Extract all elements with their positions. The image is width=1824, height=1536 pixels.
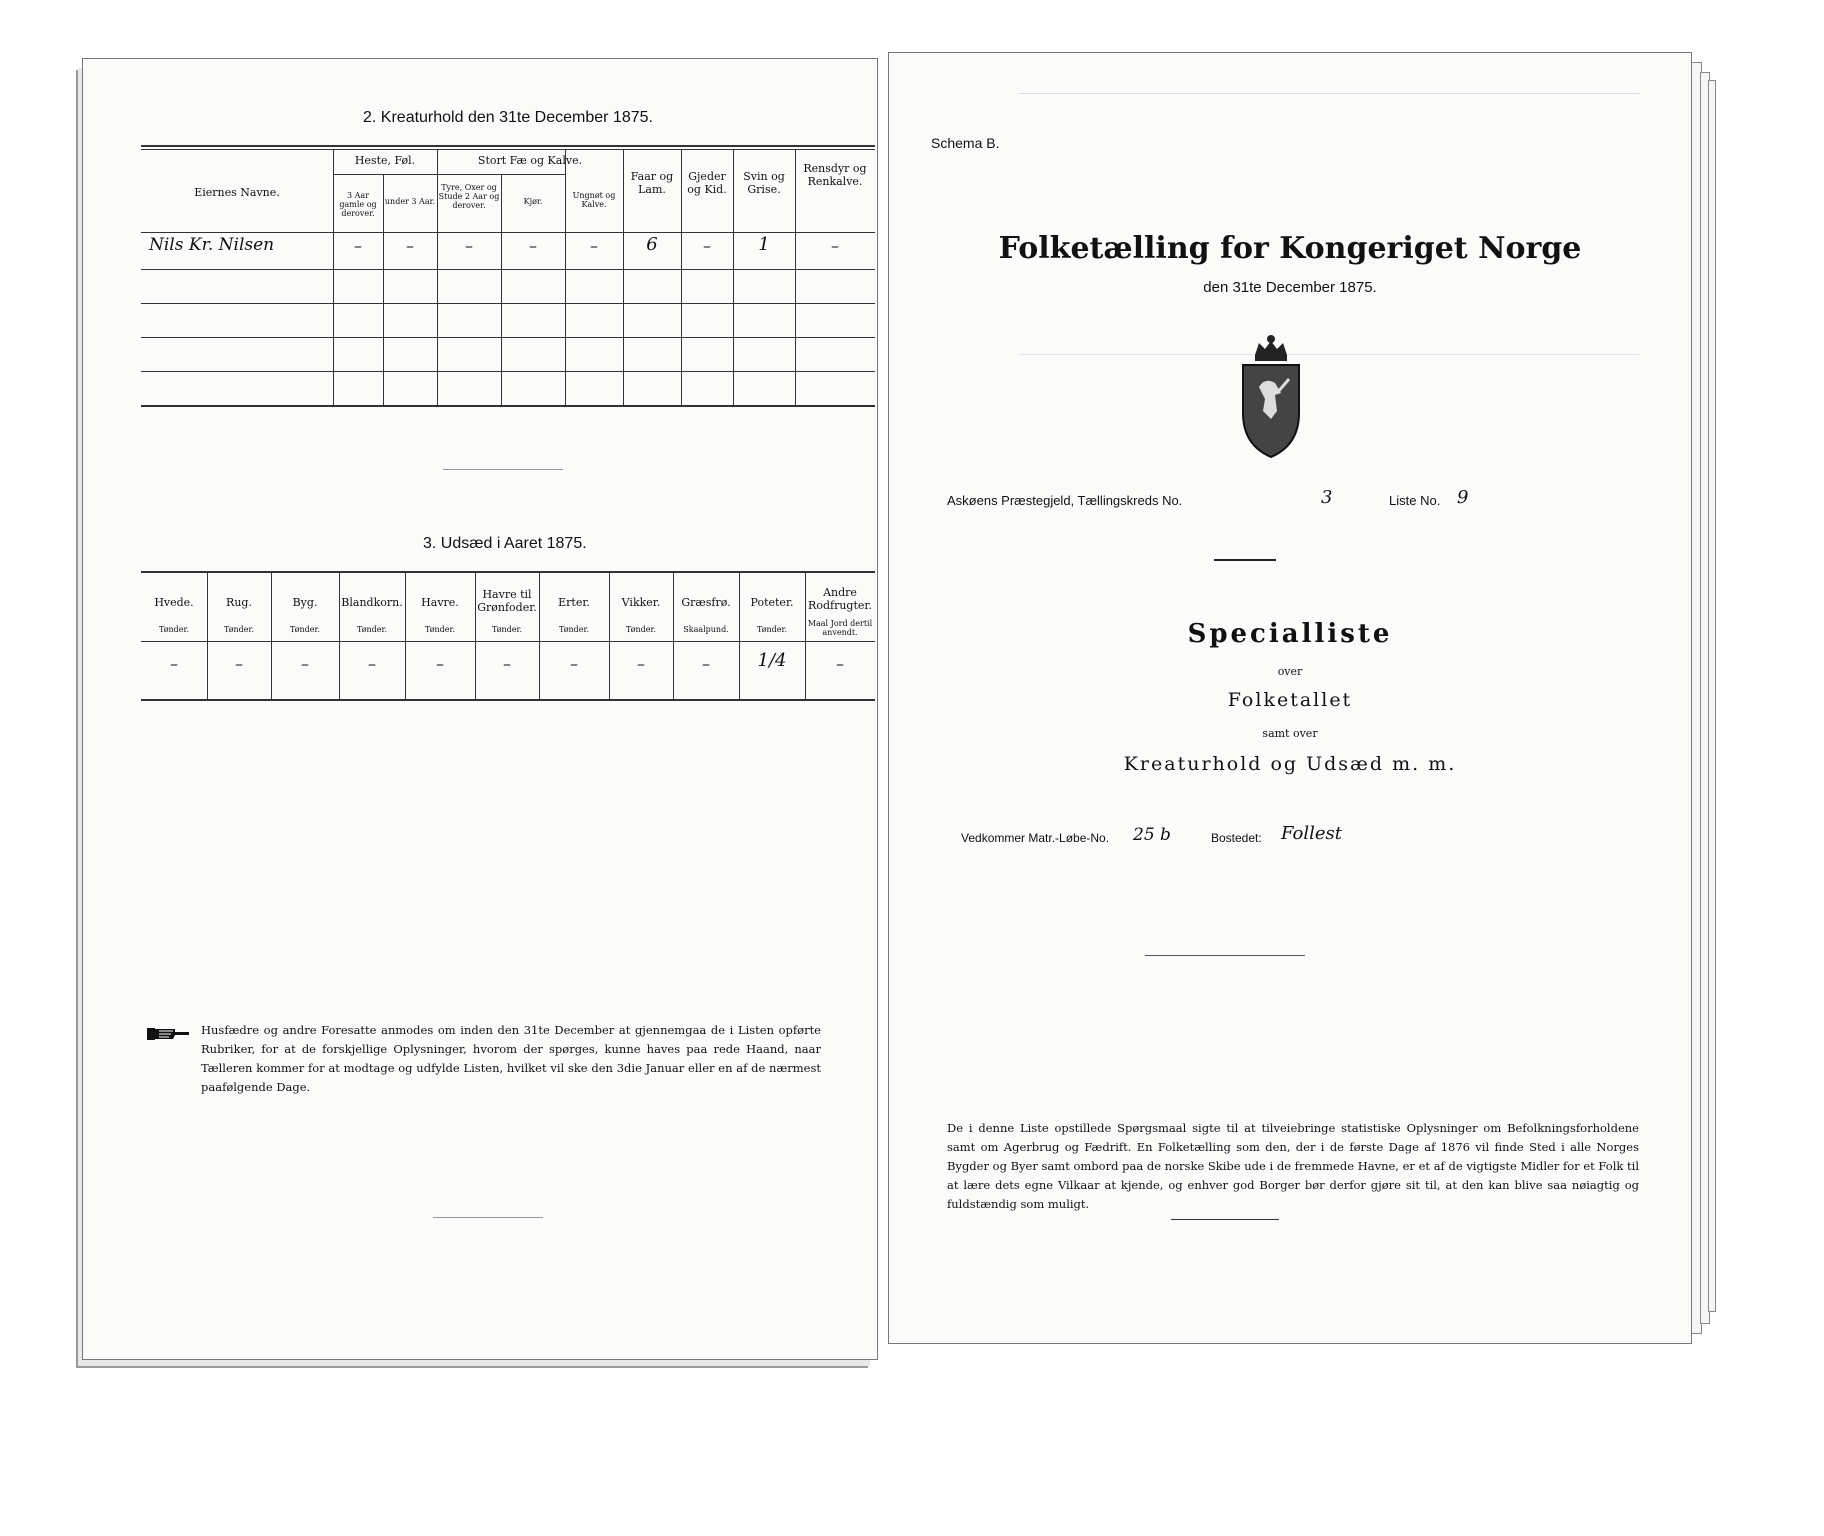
bostedet-value: Follest (1281, 823, 1342, 844)
header-owner: Eiernes Navne. (194, 186, 280, 199)
seed-cell: – (637, 654, 645, 673)
header-goats: Gjeder og Kid. (687, 170, 727, 196)
table-rule (609, 571, 610, 699)
seed-cell: – (702, 654, 710, 673)
seed-cell: – (436, 654, 444, 673)
table-rule (141, 371, 875, 372)
owner-name: Nils Kr. Nilsen (149, 235, 275, 255)
seed-unit: Tønder. (223, 625, 255, 634)
table-rule (539, 571, 540, 699)
seed-cell: – (301, 654, 309, 673)
bostedet-label: Bostedet: (1211, 831, 1262, 845)
table-rule (339, 571, 340, 699)
seed-header-vetch: Vikker. (621, 596, 661, 609)
seed-header-wheat: Hvede. (154, 596, 194, 609)
seed-header-roots: Andre Rodfrugter. (808, 586, 872, 612)
table-rule (207, 571, 208, 699)
header-horses-sub1: 3 Aar gamle og derover. (339, 191, 377, 219)
table-rule (383, 174, 384, 405)
form-date: den 31te December 1875. (1203, 279, 1377, 296)
seed-unit: Tønder. (625, 625, 657, 634)
header-cattle-sub1: Tyre, Oxer og Stude 2 Aar og derover. (438, 183, 500, 211)
table-rule (271, 571, 272, 699)
folketallet-text: Folketallet (1227, 689, 1353, 711)
divider (1145, 955, 1305, 956)
table-cell: – (465, 236, 473, 255)
seed-header-grass: Græsfrø. (681, 596, 731, 609)
header-horses-sub2: under 3 Aar. (384, 197, 436, 206)
list-number: 9 (1457, 487, 1469, 508)
pointing-hand-icon (147, 1025, 191, 1043)
kreaturhold-text: Kreaturhold og Udsæd m. m. (1123, 753, 1457, 775)
header-cattle-sub3: Ungnøt og Kalve. (572, 191, 616, 210)
seed-unit: Tønder. (158, 625, 190, 634)
header-horses: Heste, Føl. (354, 154, 416, 167)
table-cell: – (703, 236, 711, 255)
table-rule (565, 149, 566, 405)
table-rule (333, 149, 334, 405)
table-rule (141, 641, 875, 642)
table-rule (141, 303, 875, 304)
seed-unit: Tønder. (289, 625, 321, 634)
header-sheep: Faar og Lam. (630, 170, 674, 196)
section2-title: 2. Kreaturhold den 31te December 1875. (363, 109, 653, 126)
divider (443, 469, 563, 470)
seed-unit: Tønder. (424, 625, 456, 634)
header-cattle: Stort Fæ og Kalve. (477, 154, 583, 167)
seed-header-barley: Byg. (292, 596, 318, 609)
parish-label: Askøens Præstegjeld, Tællingskreds No. (947, 493, 1183, 508)
seed-header-oats-green: Havre til Grønfoder. (477, 588, 537, 614)
seed-unit: Tønder. (558, 625, 590, 634)
seed-header-potatoes: Poteter. (750, 596, 794, 609)
table-cell: – (406, 236, 414, 255)
right-page (888, 52, 1692, 1344)
table-rule (141, 699, 875, 701)
seed-unit: Tønder. (756, 625, 788, 634)
matr-number: 25 b (1133, 825, 1171, 845)
seed-cell: – (368, 654, 376, 673)
over-text: over (1277, 665, 1303, 678)
seed-header-peas: Erter. (558, 596, 590, 609)
district-number: 3 (1321, 487, 1333, 508)
seed-unit: Skaalpund. (683, 625, 729, 634)
sheet-edge (1708, 80, 1716, 1312)
seed-cell: – (170, 654, 178, 673)
table-cell: – (529, 236, 537, 255)
table-cell: 1 (758, 234, 770, 255)
table-cell: – (831, 236, 839, 255)
header-reindeer: Rensdyr og Renkalve. (803, 162, 867, 188)
table-rule (141, 337, 875, 338)
footnote-text: Husfædre og andre Foresatte anmodes om inden den 31te December at gjennemgaa de i Listen opførte Rubriker, for at de forskjellige Oplysninger, hvorom der spørges, kunne haves paa rede Haand, naar Tælleren kommer for at modtage og udfylde Listen, hvilket vil ske den 3die Januar eller en af de nærmest paafølgende Dage. (201, 1023, 821, 1094)
header-pigs: Svin og Grise. (743, 170, 785, 196)
divider (433, 1217, 543, 1218)
header-cattle-sub2: Kjør. (523, 197, 543, 206)
intro-paragraph: De i denne Liste opstillede Spørgsmaal sigte til at tilveiebringe statistiske Oplysninger om Befolkningsforholdene samt om Agerbrug og Fædrift. En Folketælling som den, der i de første Dage af 1876 vil finde Sted i alle Norges Bygder og Byer samt ombord paa de norske Skibe ude i de fremmede Havne, er et af de vigtigste Midler for et Folk til at lære dets egne Vilkaar at kjende, og enhver god Borger bør derfor gjøre sit til, at den kan blive saa nøiagtig og fuldstændig som muligt. (947, 1121, 1639, 1211)
left-page (82, 58, 878, 1360)
form-title: Folketælling for Kongeriget Norge (998, 231, 1582, 266)
table-cell: – (354, 236, 362, 255)
table-rule (333, 174, 565, 175)
seed-unit: Tønder. (491, 625, 523, 634)
seed-cell: – (836, 654, 844, 673)
special-list-title: Specialliste (1187, 619, 1393, 649)
seed-header-oats: Havre. (421, 596, 459, 609)
seed-unit: Maal Jord dertil anvendt. (807, 619, 873, 638)
table-cell: – (590, 236, 598, 255)
seed-header-rye: Rug. (226, 596, 252, 609)
section3-title: 3. Udsæd i Aaret 1875. (423, 535, 587, 552)
table-rule (141, 149, 875, 150)
seed-cell: 1/4 (757, 650, 787, 671)
table-rule (501, 174, 502, 405)
table-rule (673, 571, 674, 699)
divider (1214, 559, 1276, 561)
table-rule (141, 571, 875, 573)
table-rule (141, 405, 875, 407)
table-cell: 6 (646, 234, 658, 255)
matr-label: Vedkommer Matr.-Løbe-No. (961, 831, 1110, 845)
table-rule (141, 232, 875, 233)
table-rule (141, 269, 875, 270)
table-rule (739, 571, 740, 699)
table-rule (405, 571, 406, 699)
seed-header-mixed: Blandkorn. (341, 596, 403, 609)
seed-cell: – (235, 654, 243, 673)
seed-cell: – (503, 654, 511, 673)
schema-label: Schema B. (931, 135, 1000, 151)
seed-unit: Tønder. (356, 625, 388, 634)
seed-cell: – (570, 654, 578, 673)
norwegian-coat-of-arms-icon (1215, 333, 1315, 463)
table-rule (141, 145, 875, 147)
divider (1171, 1219, 1279, 1220)
samt-over-text: samt over (1262, 727, 1318, 740)
list-label: Liste No. (1389, 493, 1441, 508)
bleed-through (1019, 93, 1639, 355)
